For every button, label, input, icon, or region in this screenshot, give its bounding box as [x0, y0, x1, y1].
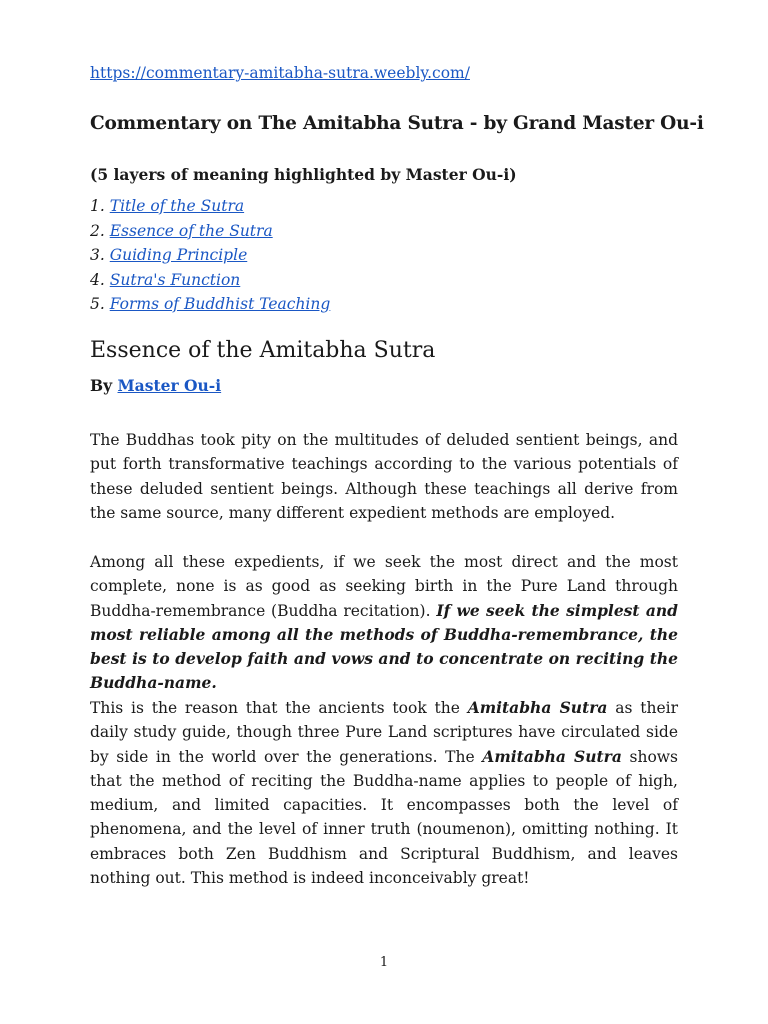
toc-item-number: 4. — [90, 270, 105, 289]
byline-prefix: By — [90, 376, 118, 395]
toc-item-number: 3. — [90, 246, 105, 264]
author-link[interactable]: Master Ou-i — [117, 376, 222, 395]
paragraph-2-emphasis: If we seek the simplest and most reliable among all the methods of Buddha-remembrance, the best is to develop faith and vows and to concentrate on reciting the Buddha-name. — [90, 600, 678, 693]
toc-link-forms-of-buddhist-teaching[interactable]: Forms of Buddhist Teaching — [109, 295, 331, 313]
toc-link-sutras-function[interactable]: Sutra's Function — [109, 270, 241, 289]
paragraph-3 — [90, 696, 678, 890]
toc-item — [90, 243, 330, 268]
paragraph-3-text-a: This is the reason that the ancients took the — [90, 699, 468, 717]
document-title: Commentary on The Amitabha Sutra - by Grand Master Ou-i — [90, 113, 704, 134]
toc-link-guiding-principle[interactable]: Guiding Principle — [109, 246, 248, 264]
paragraph-3-text-e: shows that the method of reciting the Buddha-name applies to people of high, medium, and limited capacities. It encompasses both the level of phenomena, and the level of inner truth (noumenon), omitting nothing. It embraces both Zen Buddhism and Scriptural Buddhism, and leaves nothing out. This method is indeed inconceivably great! — [90, 747, 678, 888]
toc-item — [90, 268, 330, 293]
source-url-link[interactable]: https://commentary-amitabha-sutra.weebly.com/ — [90, 64, 470, 82]
layers-heading: (5 layers of meaning highlighted by Master Ou-i) — [90, 165, 517, 184]
toc-item — [90, 219, 330, 244]
toc-link-title-of-the-sutra[interactable]: Title of the Sutra — [109, 197, 245, 215]
toc-item — [90, 292, 330, 317]
toc-link-essence-of-the-sutra[interactable]: Essence of the Sutra — [109, 221, 273, 240]
sutra-title-italic: Amitabha Sutra — [467, 698, 608, 717]
byline — [90, 376, 221, 395]
paragraph-3-text-c: as their daily study guide, though three Pure Land scriptures have circulated side by side in the world over the generations. The — [90, 699, 678, 766]
toc-item-number: 1. — [90, 197, 105, 215]
toc-item — [90, 194, 330, 219]
toc-item-number: 2. — [90, 221, 105, 240]
section-title: Essence of the Amitabha Sutra — [90, 338, 436, 363]
paragraph-1: The Buddhas took pity on the multitudes of deluded sentient beings, and put forth transformative teachings according to the various potentials of these deluded sentient beings. Although these teachings all derive from the same source, many different expedient methods are employed. — [90, 431, 678, 522]
toc-item-number: 5. — [90, 295, 105, 313]
page-number: 1 — [379, 955, 389, 970]
paragraph-2 — [90, 550, 678, 696]
paragraph-2-text: Among all these expedients, if we seek the most direct and the most complete, none is as good as seeking birth in the Pure Land through Buddha-remembrance (Buddha recitation). — [90, 553, 678, 620]
table-of-contents — [90, 194, 330, 317]
source-url-line — [90, 64, 470, 82]
sutra-title-italic: Amitabha Sutra — [482, 746, 622, 766]
